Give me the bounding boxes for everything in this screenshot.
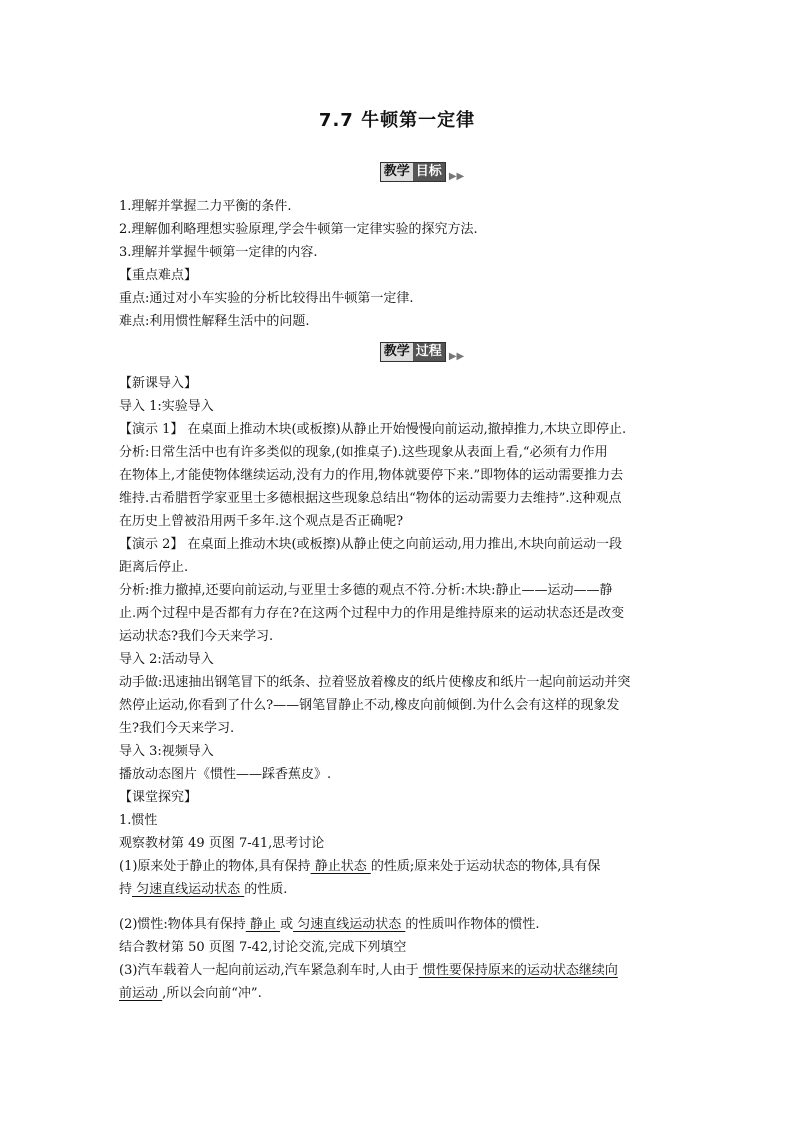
intro-line: 在物体上,才能使物体继续运动,没有力的作用,物体就要停下来.”即物体的运动需要推力去: [119, 468, 624, 483]
answer-blank: 匀速直线运动状态: [132, 882, 245, 897]
intro-line: 分析:日常生活中也有许多类似的现象,(如推桌子).这些现象从表面上看,“必须有力作用: [119, 445, 608, 460]
intro-line: 生?我们今天来学习.: [119, 721, 235, 736]
question-3: (3)汽车载着人一起向前运动,汽车紧急刹车时,人由于 惯性要保持原来的运动状态继续向: [119, 963, 618, 978]
teaching-process-banner: [0, 342, 794, 362]
intro-line: 在历史上曾被沿用两千多年.这个观点是否正确呢?: [119, 514, 404, 529]
goal-item: 1.理解并掌握二力平衡的条件.: [119, 199, 292, 214]
question-1: (1)原来处于静止的物体,具有保持 静止状态 的性质;原来处于运动状态的物体,具有保: [119, 859, 601, 874]
intro-line: 导入 2:活动导入: [119, 652, 214, 667]
intro-line: 动手做:迅速抽出钢笔冒下的纸条、拉着竖放着橡皮的纸片使橡皮和纸片一起向前运动并突: [119, 675, 631, 690]
goal-item: 3.理解并掌握牛顿第一定律的内容.: [119, 245, 318, 260]
banner-label-b: 目标: [413, 163, 445, 181]
key-point-line: 重点:通过对小车实验的分析比较得出牛顿第一定律.: [119, 291, 414, 306]
intro-line: 播放动态图片《惯性——踩香蕉皮》.: [119, 767, 332, 782]
intro-line: 导入 3:视频导入: [119, 744, 214, 759]
observe-line: 观察教材第 49 页图 7-41,思考讨论: [119, 836, 325, 851]
page-title: 7.7 牛顿第一定律: [318, 110, 476, 131]
key-points-heading: 【重点难点】: [119, 268, 198, 283]
answer-blank: 静止: [245, 917, 281, 932]
banner-label-a: 教学: [381, 343, 413, 361]
intro-line: 距离后停止.: [119, 560, 189, 575]
intro-line: 导入 1:实验导入: [119, 399, 214, 414]
explore-heading: 【课堂探究】: [119, 790, 198, 805]
answer-blank: 惯性要保持原来的运动状态继续向: [418, 963, 618, 978]
intro-line: 止.两个过程中是否都有力存在?在这两个过程中力的作用是维持原来的运动状态还是改变: [119, 606, 625, 621]
question-2: (2)惯性:物体具有保持 静止 或 匀速直线运动状态 的性质叫作物体的惯性.: [119, 917, 540, 932]
process-section: [119, 372, 684, 1005]
difficult-point-line: 难点:利用惯性解释生活中的问题.: [119, 314, 310, 329]
intro-line: 【演示 2】 在桌面上推动木块(或板擦)从静止使之向前运动,用力推出,木块向前运动一段: [119, 537, 622, 552]
banner-label-a: 教学: [381, 163, 413, 181]
answer-blank: 前运动: [119, 986, 163, 1001]
intro-line: 分析:推力撤掉,还要向前运动,与亚里士多德的观点不符.分析:木块:静止——运动——静: [119, 583, 613, 598]
question-3-cont: 前运动 ,所以会向前“冲”.: [119, 986, 262, 1001]
observe-line: 结合教材第 50 页图 7-42,讨论交流,完成下列填空: [119, 940, 407, 955]
answer-blank: 静止状态: [310, 859, 371, 874]
arrows-icon: ▶▶: [448, 170, 465, 182]
question-1-cont: 持 匀速直线运动状态 的性质.: [119, 882, 288, 897]
goals-section: [119, 195, 684, 333]
intro-heading: 【新课导入】: [119, 376, 198, 391]
banner-label-b: 过程: [413, 343, 445, 361]
section-title: 1.惯性: [119, 813, 158, 828]
intro-line: 维持.古希腊哲学家亚里士多德根据这些现象总结出“物体的运动需要力去维持”.这种观点: [119, 491, 622, 506]
intro-line: 然停止运动,你看到了什么?——钢笔冒静止不动,橡皮向前倾倒.为什么会有这样的现象发: [119, 698, 620, 713]
teaching-goals-banner: [0, 162, 794, 182]
answer-blank: 匀速直线运动状态: [293, 917, 406, 932]
goal-item: 2.理解伽利略理想实验原理,学会牛顿第一定律实验的探究方法.: [119, 222, 478, 237]
intro-line: 【演示 1】 在桌面上推动木块(或板擦)从静止开始慢慢向前运动,撤掉推力,木块立即停止.: [119, 422, 627, 437]
intro-line: 运动状态?我们今天来学习.: [119, 629, 274, 644]
arrows-icon: ▶▶: [448, 350, 465, 362]
